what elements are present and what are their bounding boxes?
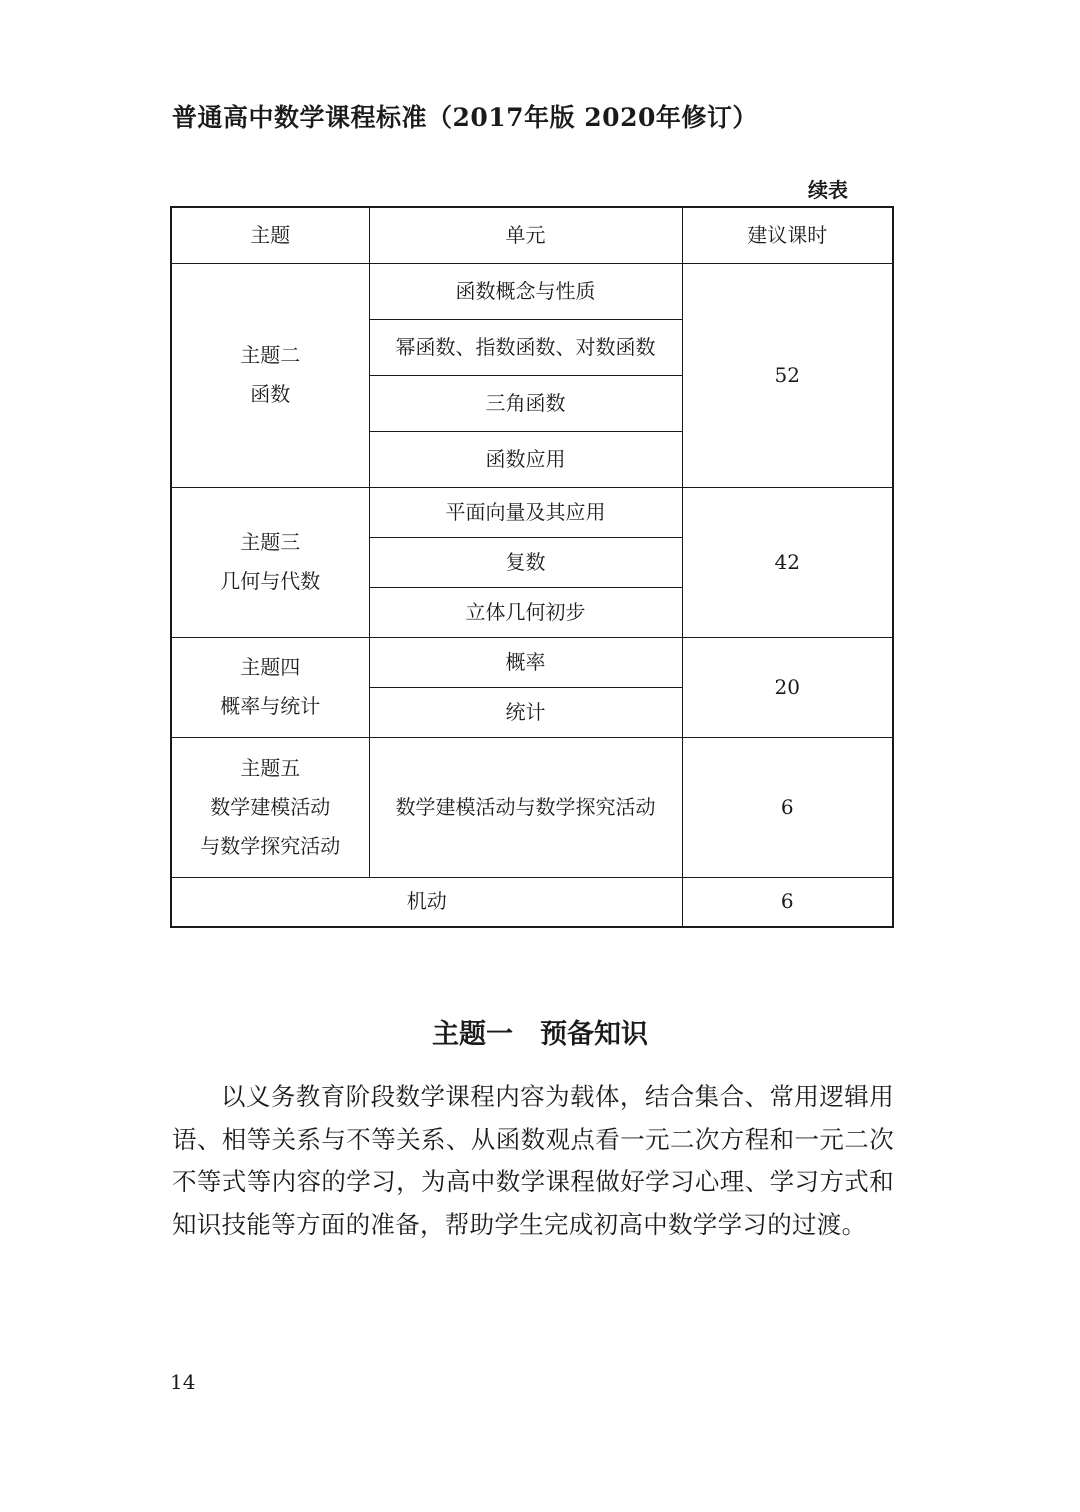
unit-cell: 平面向量及其应用 <box>369 487 682 537</box>
page-number: 14 <box>170 1370 196 1394</box>
hours-cell: 52 <box>682 263 893 487</box>
running-header-title: 普通高中数学课程标准（2017年版 2020年修订） <box>172 103 758 132</box>
hours-cell: 20 <box>682 637 893 737</box>
unit-cell: 统计 <box>369 687 682 737</box>
unit-cell: 幂函数、指数函数、对数函数 <box>369 319 682 375</box>
theme-cell-3 <box>171 487 369 637</box>
table-row <box>171 637 893 687</box>
hours-cell: 6 <box>682 877 893 927</box>
theme-label: 主题三 <box>240 530 301 554</box>
table-row <box>171 737 893 877</box>
theme-label: 主题五 <box>240 755 301 780</box>
table-row <box>171 263 893 319</box>
theme-name-cont: 与数学探究活动 <box>200 833 341 858</box>
table-continued-label: 续表 <box>808 178 848 202</box>
column-header-unit: 单元 <box>369 207 682 263</box>
theme-cell-4 <box>171 637 369 737</box>
theme-name: 函数 <box>250 382 291 406</box>
theme-name: 概率与统计 <box>220 694 321 718</box>
unit-cell: 复数 <box>369 537 682 587</box>
theme-cell-2 <box>171 263 369 487</box>
column-header-theme: 主题 <box>171 207 369 263</box>
theme-name: 数学建模活动 <box>210 794 331 819</box>
curriculum-table <box>170 206 894 928</box>
hours-cell: 6 <box>682 737 893 877</box>
theme-label: 主题二 <box>240 343 301 367</box>
flexible-label: 机动 <box>171 877 682 927</box>
unit-cell: 概率 <box>369 637 682 687</box>
section-heading: 主题一 预备知识 <box>432 1019 648 1050</box>
theme-name: 几何与代数 <box>220 569 321 593</box>
unit-cell: 函数应用 <box>369 431 682 487</box>
table-header-row <box>171 207 893 263</box>
hours-cell: 42 <box>682 487 893 637</box>
unit-cell: 函数概念与性质 <box>369 263 682 319</box>
unit-cell: 三角函数 <box>369 375 682 431</box>
unit-cell: 数学建模活动与数学探究活动 <box>369 737 682 877</box>
theme-label: 主题四 <box>240 655 301 679</box>
table-row-flexible <box>171 877 893 927</box>
theme-cell-5 <box>171 737 369 877</box>
body-paragraph: 以义务教育阶段数学课程内容为载体，结合集合、常用逻辑用语、相等关系与不等关系、从函数观点看一元二次方程和一元二次不等式等内容的学习，为高中数学课程做好学习心理、学习方式和知识技能等方面的准备，帮助学生完成初高中数学学习的过渡。 <box>172 1082 894 1239</box>
column-header-hours: 建议课时 <box>682 207 893 263</box>
unit-cell: 立体几何初步 <box>369 587 682 637</box>
table-row <box>171 487 893 537</box>
